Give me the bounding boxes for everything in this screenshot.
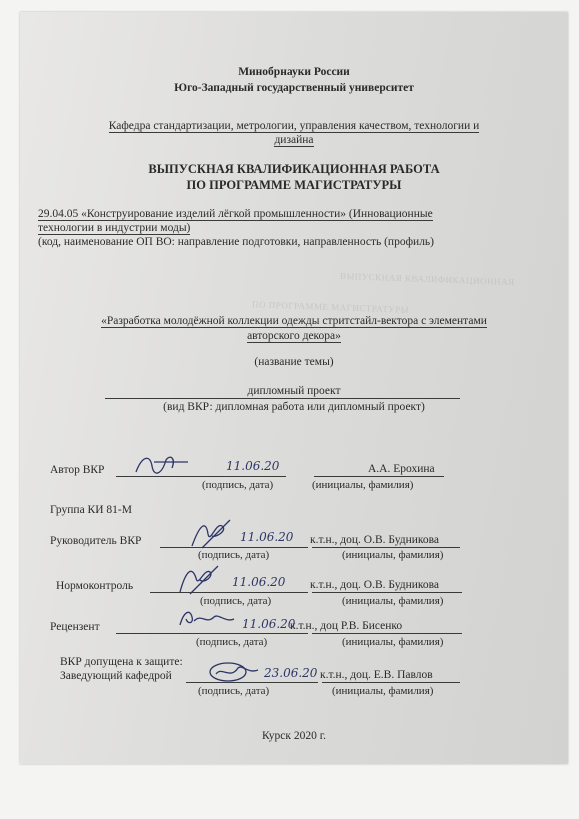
program-line-1: 29.04.05 «Конструирование изделий лёгкой промышленности» (Инновационные bbox=[38, 208, 433, 220]
normcontrol-signature-date: 11.06.20 bbox=[232, 575, 286, 589]
admission-name-caption: (инициалы, фамилия) bbox=[332, 685, 434, 697]
reviewer-label: Рецензент bbox=[50, 621, 100, 633]
program-caption: (код, наименование ОП ВО: направление подготовки, направленность (профиль) bbox=[38, 236, 435, 248]
normcontrol-signature-caption: (подпись, дата) bbox=[200, 595, 272, 607]
admission-signature-date: 23.06.20 bbox=[264, 666, 318, 680]
head-of-department-label: Заведующий кафедрой bbox=[60, 670, 172, 682]
work-type-caption: (вид ВКР: дипломная работа или дипломный проект) bbox=[163, 401, 425, 413]
topic-line-2: авторского декора» bbox=[247, 330, 341, 342]
reviewer-signature-date: 11.06.20 bbox=[242, 617, 296, 631]
reviewer-name-line bbox=[312, 633, 462, 634]
supervisor-name-line bbox=[312, 547, 460, 548]
supervisor-label: Руководитель ВКР bbox=[50, 535, 142, 547]
topic-caption: (название темы) bbox=[254, 356, 334, 368]
author-signature-date: 11.06.20 bbox=[226, 459, 280, 473]
head-of-department-name: к.т.н., доц. Е.В. Павлов bbox=[320, 669, 433, 681]
normcontrol-name: к.т.н., доц. О.В. Будникова bbox=[310, 579, 440, 591]
normcontrol-name-line bbox=[312, 592, 462, 593]
group-label: Группа КИ 81-М bbox=[50, 504, 132, 516]
ministry-heading: Минобрнауки России bbox=[238, 66, 350, 78]
topic-line-1: «Разработка молодёжной коллекции одежды стритстайл-вектора с элементами bbox=[101, 315, 487, 327]
work-type-underline bbox=[105, 398, 460, 399]
reviewer-signature-caption: (подпись, дата) bbox=[196, 636, 268, 648]
supervisor-name-caption: (инициалы, фамилия) bbox=[342, 549, 444, 561]
bleed-through-text: ПО ПРОГРАММЕ МАГИСТРАТУРЫ bbox=[251, 299, 410, 315]
normcontrol-label: Нормоконтроль bbox=[56, 580, 134, 592]
admission-heading: ВКР допущена к защите: bbox=[60, 656, 183, 668]
author-name-line bbox=[314, 476, 444, 477]
program-line-2: технологии в индустрии моды) bbox=[38, 222, 191, 234]
document-sheet bbox=[20, 12, 568, 764]
normcontrol-name-caption: (инициалы, фамилия) bbox=[342, 595, 444, 607]
bleed-through-text: ВЫПУСКНАЯ КВАЛИФИКАЦИОННАЯ bbox=[339, 270, 515, 288]
department-line-2: дизайна bbox=[274, 134, 314, 146]
reviewer-name: к.т.н., доц Р.В. Бисенко bbox=[290, 620, 403, 632]
work-type-value: дипломный проект bbox=[247, 385, 341, 397]
document-title-line-1: ВЫПУСКНАЯ КВАЛИФИКАЦИОННАЯ РАБОТА bbox=[148, 162, 440, 176]
supervisor-name: к.т.н., доц. О.В. Будникова bbox=[310, 534, 440, 546]
supervisor-signature-date: 11.06.20 bbox=[240, 530, 294, 544]
university-heading: Юго-Западный государственный университет bbox=[174, 82, 414, 94]
admission-signature-caption: (подпись, дата) bbox=[198, 685, 270, 697]
city-year: Курск 2020 г. bbox=[261, 730, 327, 742]
reviewer-name-caption: (инициалы, фамилия) bbox=[342, 636, 444, 648]
author-signature bbox=[132, 452, 192, 481]
reviewer-signature bbox=[176, 607, 236, 634]
supervisor-signature-caption: (подпись, дата) bbox=[198, 549, 270, 561]
author-name-caption: (инициалы, фамилия) bbox=[312, 479, 414, 491]
author-name: А.А. Ерохина bbox=[368, 463, 435, 475]
document-title-line-2: ПО ПРОГРАММЕ МАГИСТРАТУРЫ bbox=[186, 178, 402, 192]
admission-name-line bbox=[322, 682, 460, 683]
author-label: Автор ВКР bbox=[50, 464, 105, 476]
author-signature-caption: (подпись, дата) bbox=[202, 479, 274, 491]
department-line-1: Кафедра стандартизации, метрологии, управления качеством, технологии и bbox=[108, 120, 480, 132]
